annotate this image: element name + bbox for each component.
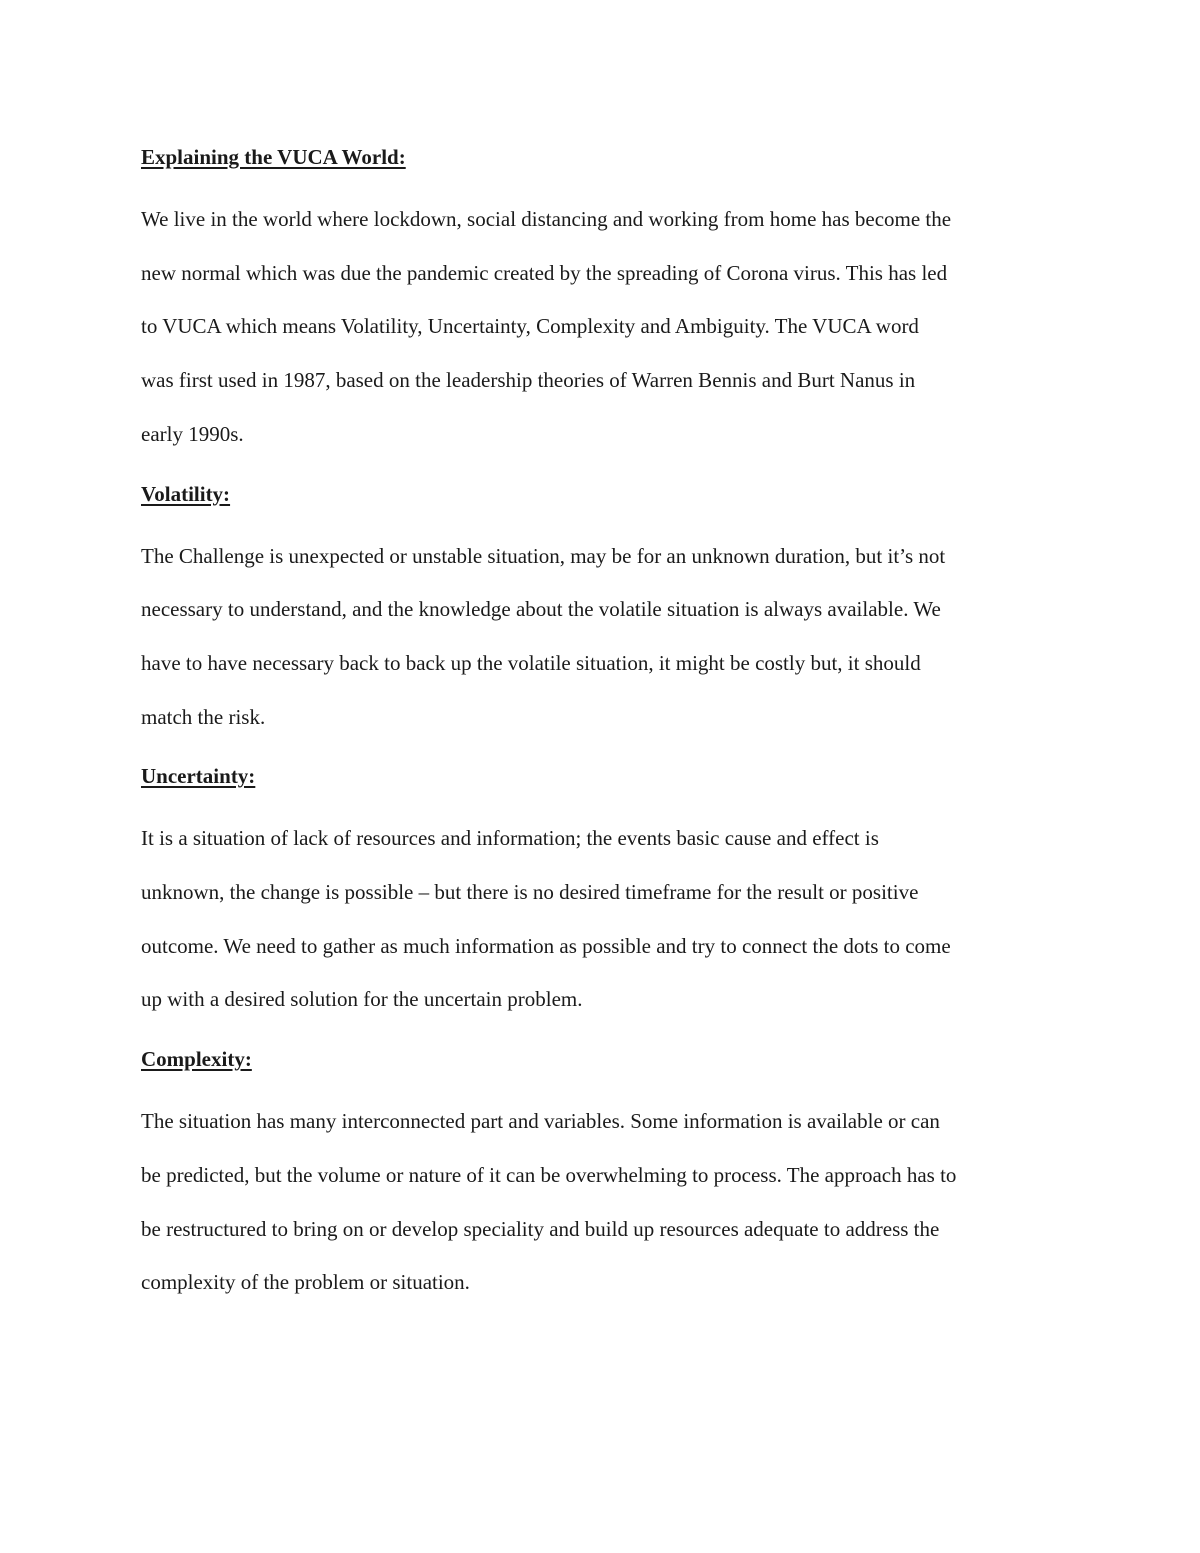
paragraph-line: It is a situation of lack of resources and information; the events basic cause and effect is	[141, 826, 879, 851]
paragraph-line: The situation has many interconnected part and variables. Some information is available or can	[141, 1109, 940, 1134]
section-heading: Volatility:	[141, 481, 231, 506]
section-complexity	[141, 1039, 1071, 1310]
paragraph-line: have to have necessary back to back up the volatile situation, it might be costly but, it should	[141, 650, 921, 675]
section-vuca-world	[141, 137, 1071, 462]
section-paragraph	[141, 1095, 1071, 1310]
paragraph-line: up with a desired solution for the uncertain problem.	[141, 987, 583, 1012]
section-paragraph	[141, 530, 1071, 745]
paragraph-line: to VUCA which means Volatility, Uncertainty, Complexity and Ambiguity. The VUCA word	[141, 314, 919, 339]
paragraph-line: unknown, the change is possible – but there is no desired timeframe for the result or positive	[141, 880, 919, 905]
paragraph-line: outcome. We need to gather as much information as possible and try to connect the dots to come	[141, 933, 951, 958]
section-heading: Complexity:	[141, 1047, 252, 1072]
paragraph-line: new normal which was due the pandemic created by the spreading of Corona virus. This has led	[141, 260, 948, 285]
paragraph-line: necessary to understand, and the knowledge about the volatile situation is always available. We	[141, 597, 941, 622]
paragraph-line: be restructured to bring on or develop speciality and build up resources adequate to address the	[141, 1216, 940, 1241]
section-paragraph	[141, 812, 1071, 1027]
document-body	[141, 137, 1071, 1322]
paragraph-line: early 1990s.	[141, 421, 244, 446]
section-uncertainty	[141, 756, 1071, 1027]
paragraph-line: was first used in 1987, based on the leadership theories of Warren Bennis and Burt Nanus in	[141, 368, 916, 393]
paragraph-line: complexity of the problem or situation.	[141, 1270, 470, 1295]
section-paragraph	[141, 193, 1071, 462]
paragraph-line: We live in the world where lockdown, social distancing and working from home has become the	[141, 207, 952, 231]
paragraph-line: The Challenge is unexpected or unstable situation, may be for an unknown duration, but it’s not	[141, 543, 946, 568]
section-heading: Explaining the VUCA World:	[141, 145, 406, 169]
section-volatility	[141, 474, 1071, 745]
paragraph-line: be predicted, but the volume or nature of it can be overwhelming to process. The approach has to	[141, 1162, 957, 1187]
paragraph-line: match the risk.	[141, 704, 266, 729]
section-heading: Uncertainty:	[141, 764, 256, 789]
